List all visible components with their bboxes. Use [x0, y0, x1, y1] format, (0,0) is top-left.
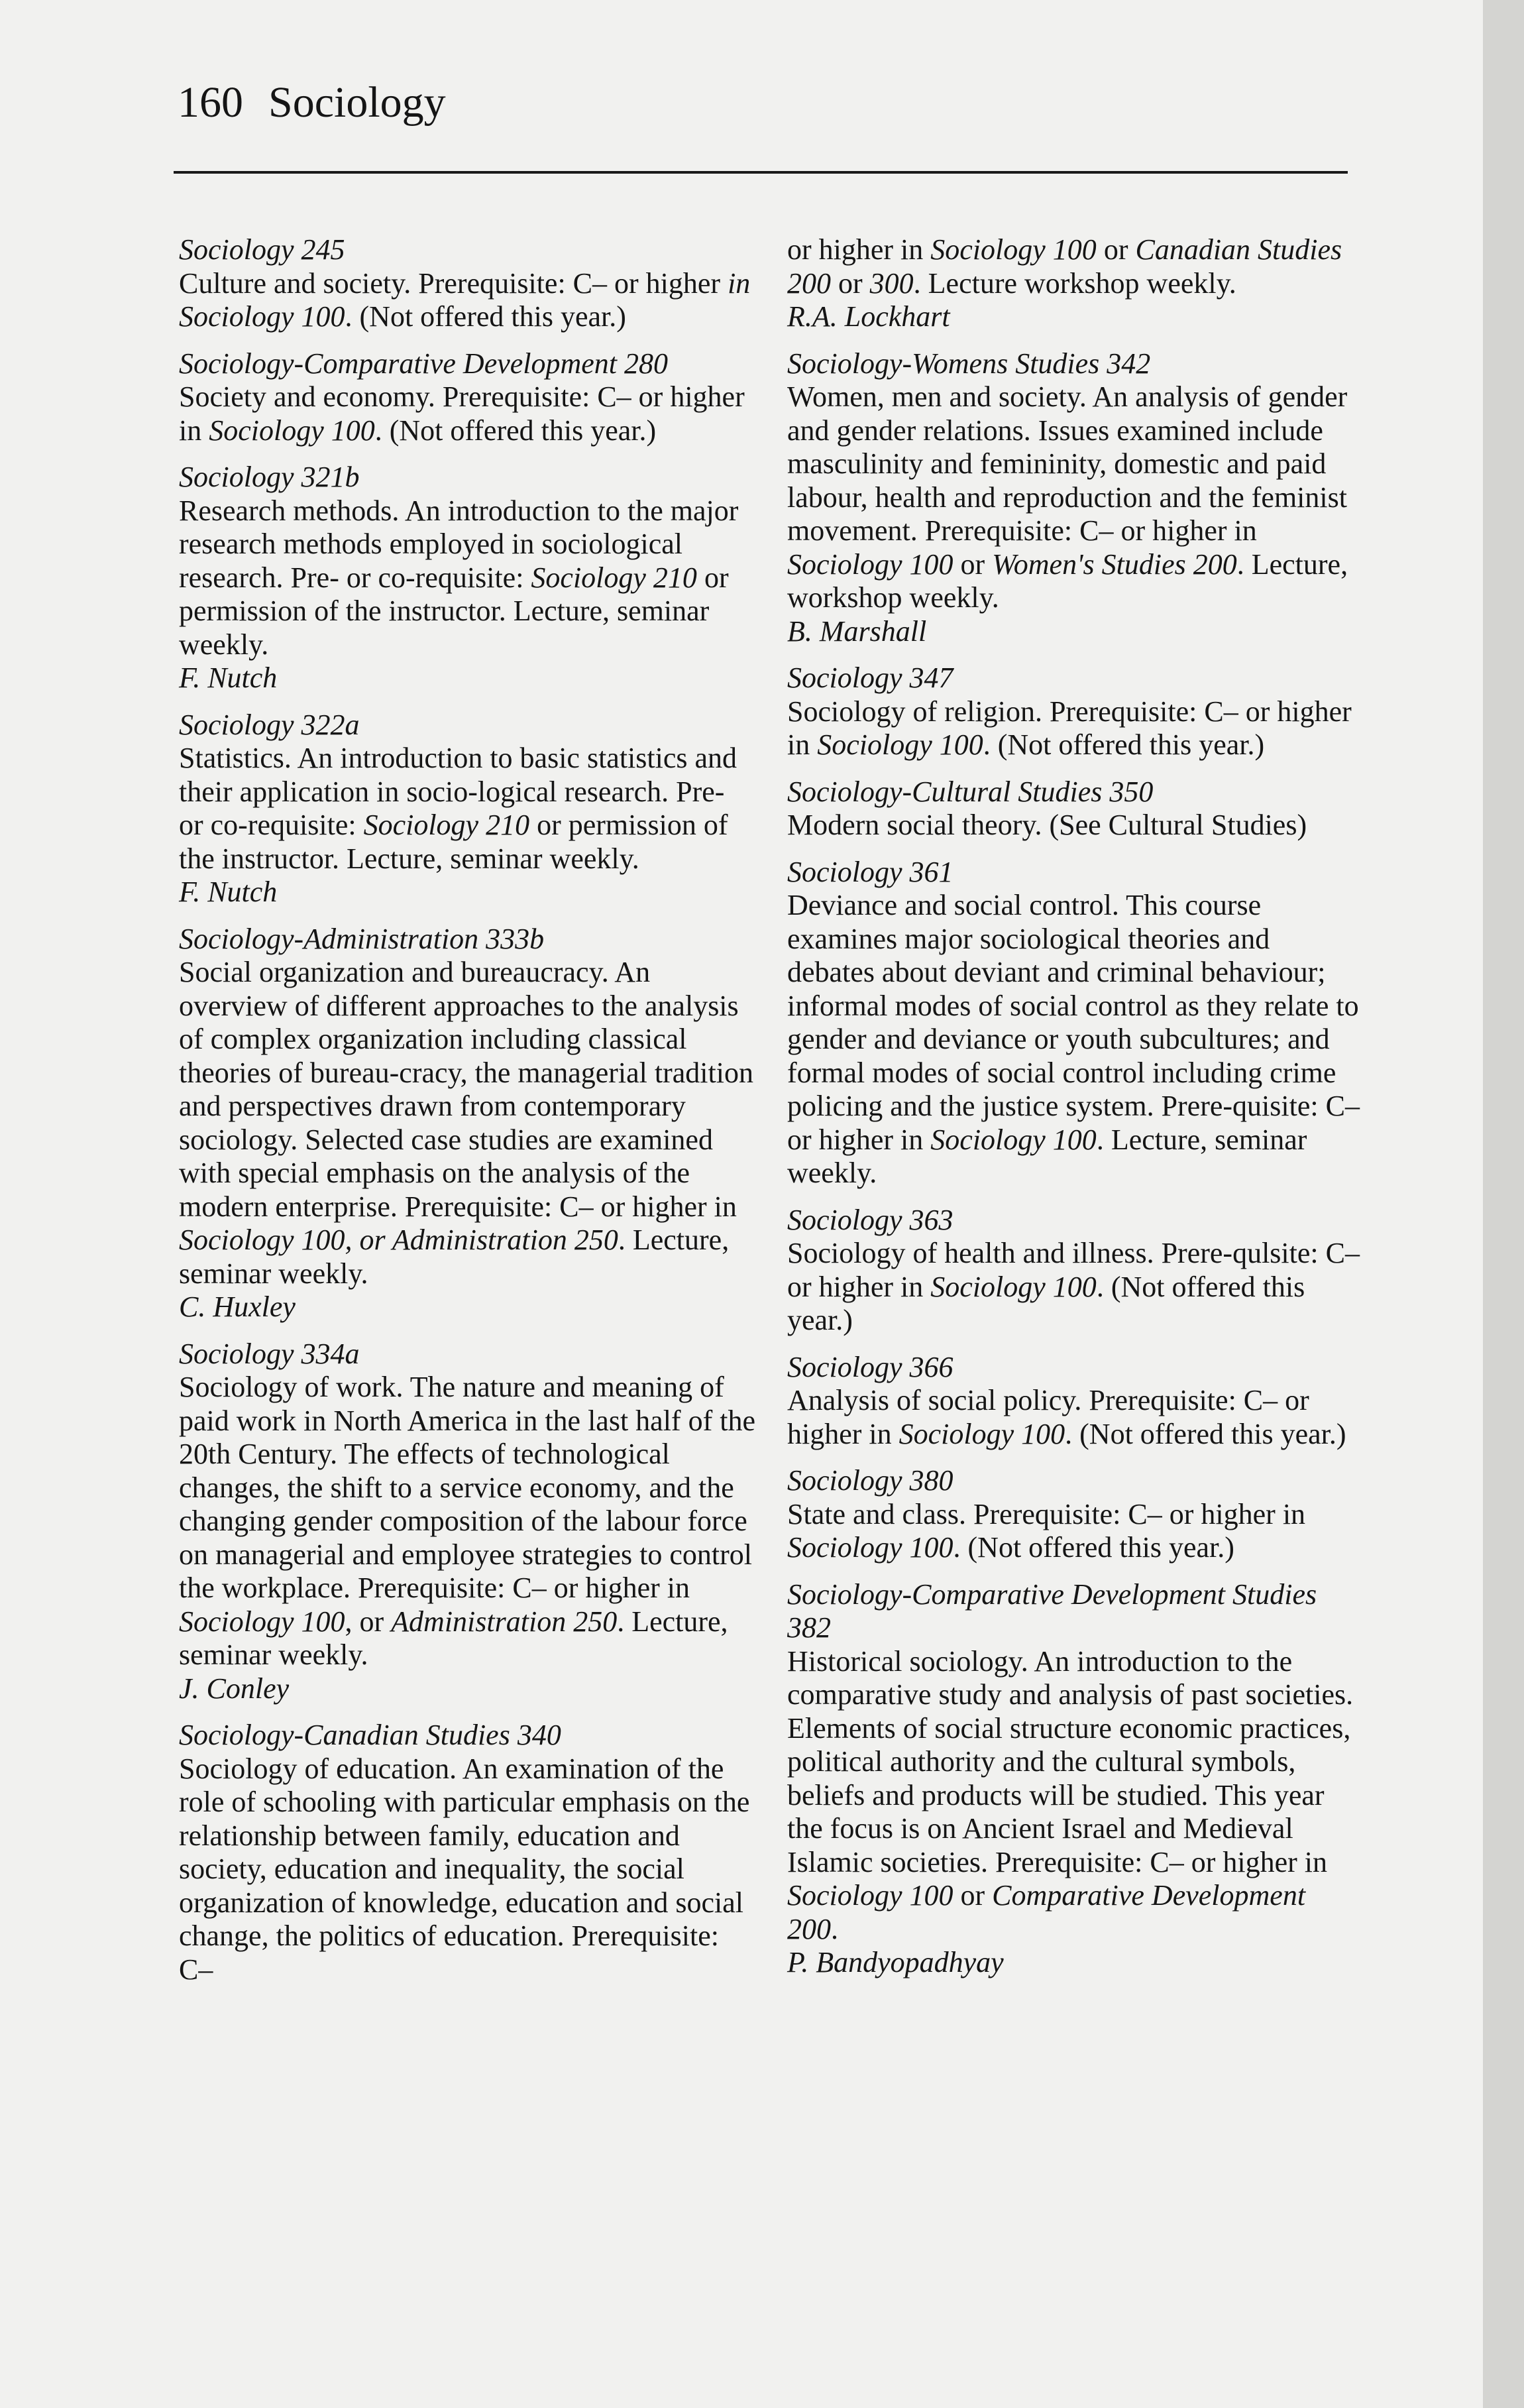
course-description: Statistics. An introduction to basic statistics and their application in socio-logical research. Pre- or co-requisite: Sociology 210 or permission of the instructor. Lecture, seminar weekly. — [179, 742, 737, 875]
header-rule — [174, 171, 1348, 174]
left-column — [179, 233, 755, 2000]
course-description: Research methods. An introduction to the major research methods employed in sociological research. Pre- or co-requisite: Sociology 210 or permission of the instructor. Lecture, seminar weekly. — [179, 494, 739, 661]
course-instructor: P. Bandyopadhyay — [787, 1946, 1004, 1978]
course-entry — [787, 661, 1364, 762]
course-description: Deviance and social control. This course examines major sociological theories and debates about deviant and criminal behaviour; informal modes of social control as they relate to gender and deviance or youth subcultures; and formal modes of social control including crime policing and the justice system. Prere-quisite: C– or higher in Sociology 100. Lecture, seminar weekly. — [787, 889, 1360, 1189]
course-title: Sociology-Cultural Studies 350 — [787, 775, 1154, 808]
course-instructor: R.A. Lockhart — [787, 300, 950, 333]
section-title: Sociology — [268, 78, 446, 127]
course-title: Sociology 347 — [787, 661, 953, 694]
course-title: Sociology-Administration 333b — [179, 922, 545, 955]
course-entry — [179, 461, 755, 695]
course-description: Sociology of education. An examination of the role of schooling with particular emphasis on the relationship between family, education and society, education and inequality, the social organization of knowledge, education and social change, the politics of education. Prerequisite: C– — [179, 1752, 750, 1986]
scan-edge-shadow — [1483, 0, 1524, 2408]
course-description: Sociology of work. The nature and meaning of paid work in North America in the last half of the 20th Century. The effects of technological changes, the shift to a service economy, and the changing gender composition of the labour force on managerial and employee strategies to control the workplace. Prerequisite: C– or higher in Sociology 100, or Administration 250. Lecture, seminar weekly. — [179, 1371, 755, 1671]
course-entry — [787, 1578, 1364, 1980]
course-title: Sociology-Comparative Development Studies 382 — [787, 1577, 1317, 1644]
course-entry — [787, 233, 1364, 334]
course-entry — [179, 1719, 755, 1986]
course-instructor: B. Marshall — [787, 614, 927, 648]
course-title: Sociology 334a — [179, 1337, 360, 1370]
course-entry — [787, 1204, 1364, 1338]
course-title: Sociology-Womens Studies 342 — [787, 347, 1151, 380]
course-title: Sociology 363 — [787, 1203, 953, 1236]
course-description: Culture and society. Prerequisite: C– or higher in Sociology 100. (Not offered this year.) — [179, 266, 751, 333]
course-title: Sociology 245 — [179, 233, 345, 266]
course-description: Sociology of religion. Prerequisite: C– or higher in Sociology 100. (Not offered this year.) — [787, 695, 1352, 761]
course-title: Sociology 322a — [179, 708, 360, 741]
course-instructor: F. Nutch — [179, 661, 278, 694]
course-instructor: C. Huxley — [179, 1290, 296, 1323]
page-number: 160 — [178, 78, 243, 127]
course-instructor: F. Nutch — [179, 876, 278, 908]
course-description: Social organization and bureaucracy. An overview of different approaches to the analysis of complex organization including classical theories of bureau-cracy, the managerial tradition and perspectives drawn from contemporary sociology. Selected case studies are examined with special emphasis on the analysis of the modern enterprise. Prerequisite: C– or higher in Sociology 100, or Administration 250. Lecture, seminar weekly. — [179, 956, 753, 1290]
right-column — [787, 233, 1364, 1993]
course-description: Society and economy. Prerequisite: C– or higher in Sociology 100. (Not offered this year.) — [179, 380, 745, 447]
course-description: Modern social theory. (See Cultural Studies) — [787, 809, 1307, 841]
course-entry — [787, 856, 1364, 1190]
course-description: Women, men and society. An analysis of gender and gender relations. Issues examined include masculinity and femininity, domestic and paid labour, health and reproduction and the feminist movement. Prerequisite: C– or higher in Sociology 100 or Women's Studies 200. Lecture, workshop weekly. — [787, 380, 1348, 614]
course-description: or higher in Sociology 100 or Canadian Studies 200 or 300. Lecture workshop weekly. — [787, 233, 1342, 300]
course-entry — [179, 709, 755, 909]
course-title: Sociology 366 — [787, 1350, 953, 1383]
course-instructor: J. Conley — [179, 1672, 290, 1705]
course-title: Sociology-Canadian Studies 340 — [179, 1719, 561, 1751]
course-description: Sociology of health and illness. Prere-qulsite: C– or higher in Sociology 100. (Not offered this year.) — [787, 1237, 1360, 1336]
course-description: State and class. Prerequisite: C– or higher in Sociology 100. (Not offered this year.) — [787, 1497, 1306, 1564]
course-title: Sociology 361 — [787, 855, 953, 888]
course-entry — [179, 923, 755, 1324]
course-description: Analysis of social policy. Prerequisite: C– or higher in Sociology 100. (Not offered this year.) — [787, 1384, 1346, 1450]
course-title: Sociology-Comparative Development 280 — [179, 347, 669, 380]
course-entry — [787, 775, 1364, 842]
page-header — [178, 78, 446, 127]
course-entry — [787, 1464, 1364, 1565]
course-entry — [787, 347, 1364, 649]
course-entry — [787, 1351, 1364, 1452]
course-description: Historical sociology. An introduction to the comparative study and analysis of past societies. Elements of social structure economic practices, political authority and the cultural symbols, beliefs and products will be studied. This year the focus is on Ancient Israel and Medieval Islamic societies. Prerequisite: C– or higher in Sociology 100 or Comparative Development 200. — [787, 1644, 1354, 1945]
course-title: Sociology 380 — [787, 1464, 953, 1497]
course-entry — [179, 347, 755, 448]
course-entry — [179, 1338, 755, 1706]
course-title: Sociology 321b — [179, 461, 360, 493]
course-entry — [179, 233, 755, 334]
